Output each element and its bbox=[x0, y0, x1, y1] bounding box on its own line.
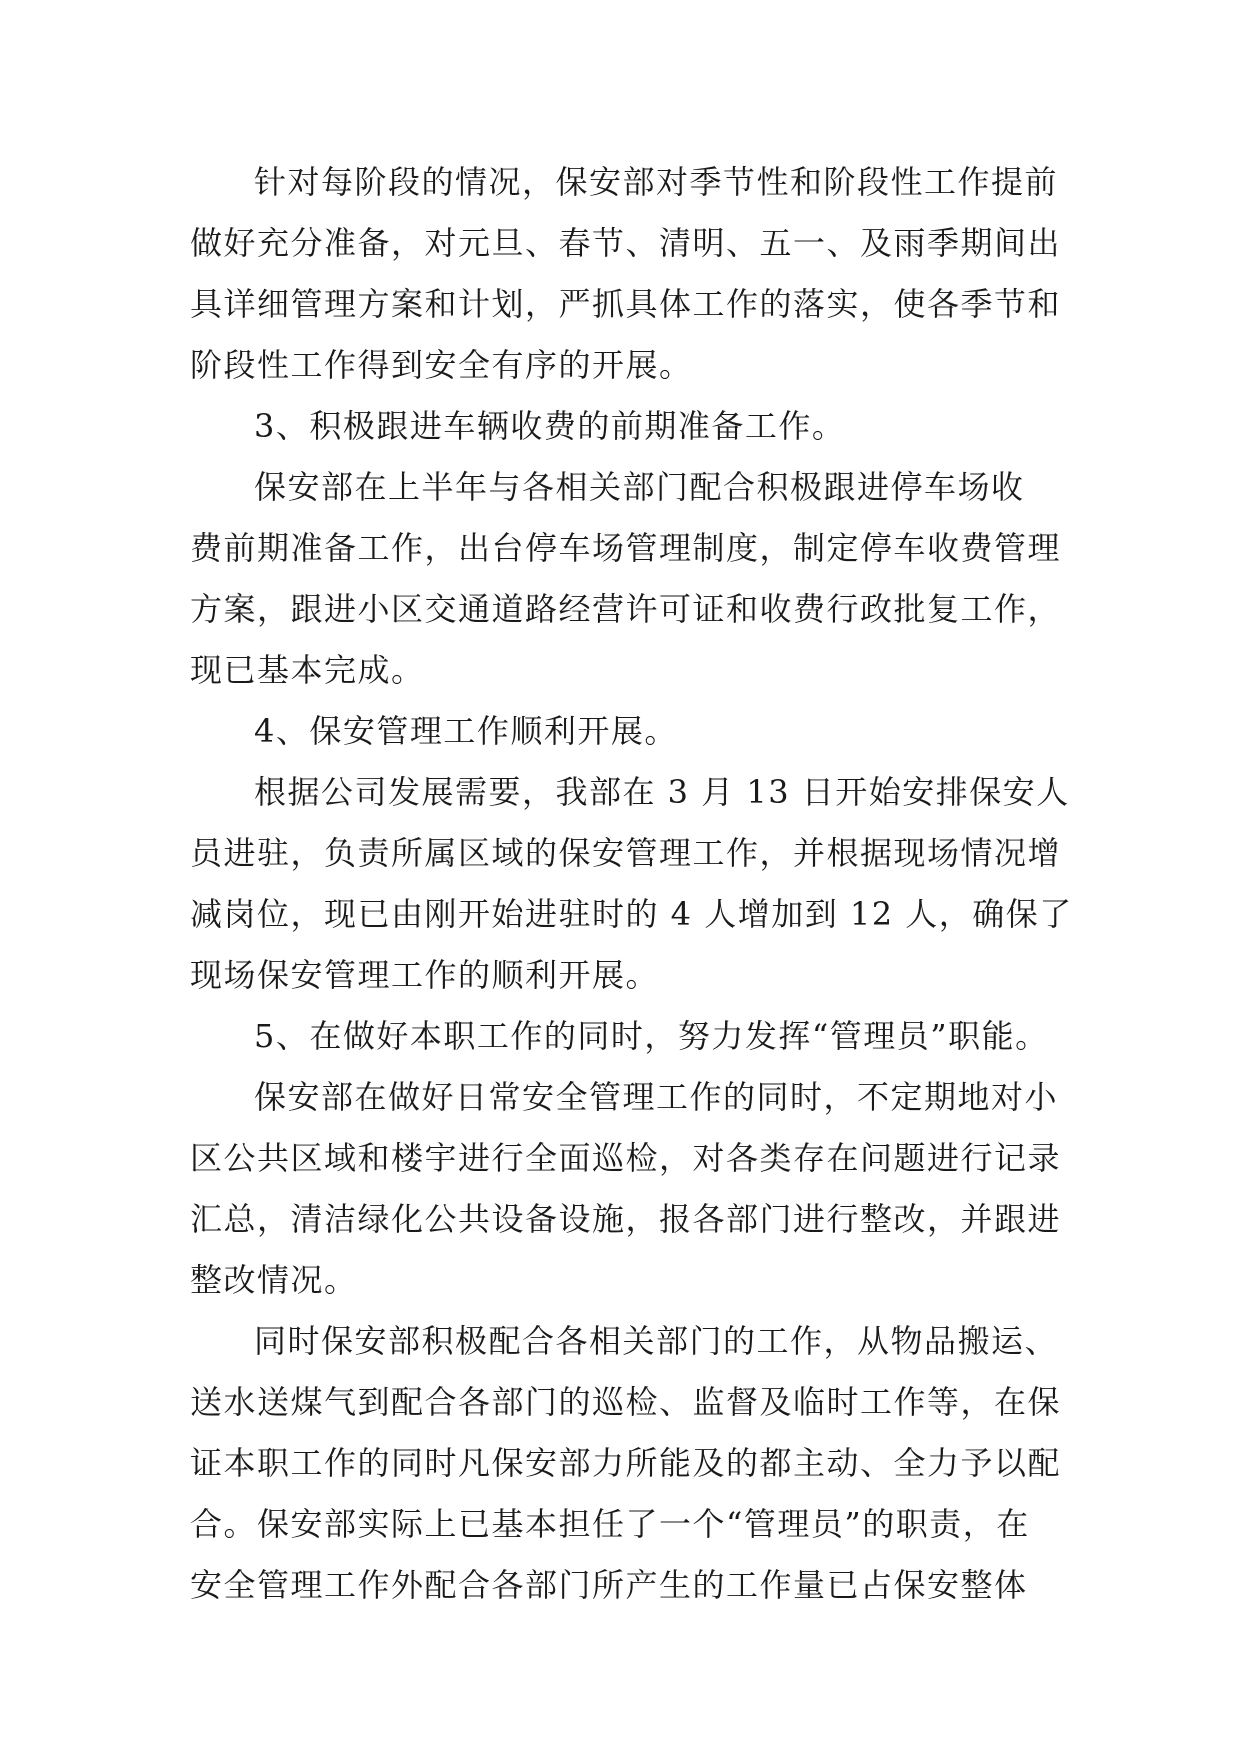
paragraph-line: 员进驻，负责所属区域的保安管理工作，并根据现场情况增 bbox=[190, 834, 1062, 872]
body-text bbox=[190, 152, 1073, 1616]
paragraph-line: 汇总，清洁绿化公共设备设施，报各部门进行整改，并跟进 bbox=[190, 1200, 1062, 1238]
section-heading: 4、保安管理工作顺利开展。 bbox=[254, 712, 678, 750]
paragraph-line: 根据公司发展需要，我部在 3 月 13 日开始安排保安人 bbox=[254, 773, 1070, 811]
paragraph-line: 现已基本完成。 bbox=[190, 651, 425, 689]
paragraph-line: 具详细管理方案和计划，严抓具体工作的落实，使各季节和 bbox=[190, 285, 1062, 323]
paragraph-line: 针对每阶段的情况，保安部对季节性和阶段性工作提前 bbox=[254, 163, 1059, 201]
paragraph-line: 阶段性工作得到安全有序的开展。 bbox=[190, 346, 693, 384]
paragraph-line: 保安部在上半年与各相关部门配合积极跟进停车场收 bbox=[254, 468, 1025, 506]
paragraph-line: 整改情况。 bbox=[190, 1261, 358, 1299]
paragraph-line: 减岗位，现已由刚开始进驻时的 4 人增加到 12 人，确保了 bbox=[190, 895, 1073, 933]
paragraph-line: 安全管理工作外配合各部门所产生的工作量已占保安整体 bbox=[190, 1566, 1028, 1604]
paragraph-line: 保安部在做好日常安全管理工作的同时，不定期地对小 bbox=[254, 1078, 1059, 1116]
paragraph-line: 现场保安管理工作的顺利开展。 bbox=[190, 956, 660, 994]
paragraph-line: 合。保安部实际上已基本担任了一个“管理员”的职责，在 bbox=[190, 1505, 1030, 1543]
paragraph-line: 做好充分准备，对元旦、春节、清明、五一、及雨季期间出 bbox=[190, 224, 1062, 262]
section-heading: 5、在做好本职工作的同时，努力发挥“管理员”职能。 bbox=[254, 1017, 1049, 1055]
paragraph-line: 方案，跟进小区交通道路经营许可证和收费行政批复工作， bbox=[190, 590, 1062, 628]
section-heading: 3、积极跟进车辆收费的前期准备工作。 bbox=[254, 407, 846, 445]
paragraph-line: 区公共区域和楼宇进行全面巡检，对各类存在问题进行记录 bbox=[190, 1139, 1062, 1177]
paragraph-line: 证本职工作的同时凡保安部力所能及的都主动、全力予以配 bbox=[190, 1444, 1062, 1482]
paragraph-line: 费前期准备工作，出台停车场管理制度，制定停车收费管理 bbox=[190, 529, 1062, 567]
paragraph-line: 同时保安部积极配合各相关部门的工作，从物品搬运、 bbox=[254, 1322, 1059, 1360]
paragraph-line: 送水送煤气到配合各部门的巡检、监督及临时工作等，在保 bbox=[190, 1383, 1062, 1421]
